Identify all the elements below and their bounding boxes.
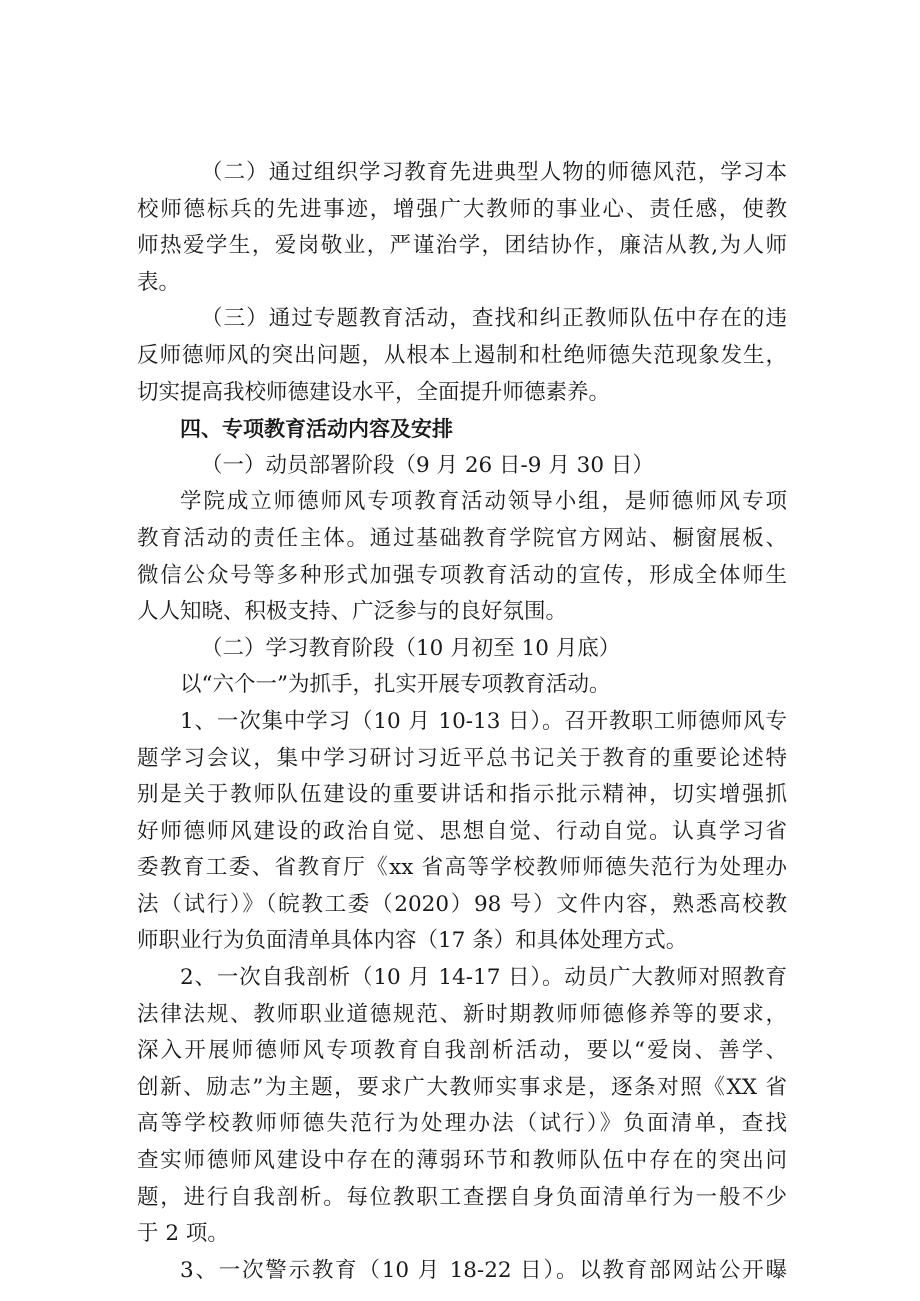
list-item-line: 法律法规、教师职业道德规范、新时期教师师德修养等的要求，: [137, 1001, 787, 1027]
list-item-line: 查实师德师风建设中存在的薄弱环节和教师队伍中存在的突出问: [137, 1148, 787, 1174]
body-line: 人人知晓、积极支持、广泛参与的良好氛围。: [137, 599, 568, 625]
list-item-line: 题，进行自我剖析。每位教职工查摆自身负面清单行为一般不少: [137, 1184, 787, 1210]
list-item-line: 于 2 项。: [137, 1221, 229, 1247]
section-heading: 四、专项教育活动内容及安排: [180, 417, 453, 442]
list-item-line: 2、一次自我剖析（10 月 14-17 日）。动员广大教师对照教育: [180, 965, 787, 991]
list-item-line: 题学习会议，集中学习研讨习近平总书记关于教育的重要论述特: [137, 745, 787, 771]
body-line: 切实提高我校师德建设水平，全面提升师德素养。: [137, 379, 611, 405]
list-item-line: 好师德师风建设的政治自觉、思想自觉、行动自觉。认真学习省: [137, 818, 787, 844]
body-line: （二）通过组织学习教育先进典型人物的师德风范，学习本: [201, 160, 787, 185]
body-line: 微信公众号等多种形式加强专项教育活动的宣传，形成全体师生: [137, 562, 787, 588]
list-item-line: 深入开展师德师风专项教育自我剖析活动，要以“爱岗、善学、: [137, 1038, 787, 1064]
body-line: 以“六个一”为抓手，扎实开展专项教育活动。: [180, 672, 611, 698]
list-item-line: 创新、励志”为主题，要求广大教师实事求是，逐条对照《XX 省: [137, 1074, 787, 1100]
list-item-line: 1、一次集中学习（10 月 10-13 日）。召开教职工师德师风专: [180, 708, 787, 734]
list-item-line: 3、一次警示教育（10 月 18-22 日）。以教育部网站公开曝: [180, 1257, 787, 1283]
body-line: （三）通过专题教育活动，查找和纠正教师队伍中存在的违: [201, 306, 787, 332]
body-line: 师热爱学生，爱岗敬业，严谨治学，团结协作，廉洁从教,为人师: [137, 233, 787, 259]
list-item-line: 委教育工委、省教育厅《xx 省高等学校教师师德失范行为处理办: [137, 855, 787, 881]
body-line: 校师德标兵的先进事迹，增强广大教师的事业心、责任感，使教: [137, 196, 787, 222]
body-line: 反师德师风的突出问题，从根本上遏制和杜绝师德失范现象发生，: [137, 342, 787, 368]
body-line: 表。: [137, 269, 181, 295]
subsection-heading: （一）动员部署阶段（9 月 26 日-9 月 30 日）: [201, 452, 654, 478]
subsection-heading: （二）学习教育阶段（10 月初至 10 月底）: [201, 635, 621, 661]
body-line: 学院成立师德师风专项教育活动领导小组，是师德师风专项: [180, 489, 787, 515]
list-item-line: 师职业行为负面清单具体内容（17 条）和具体处理方式。: [137, 928, 688, 954]
list-item-line: 别是关于教师队伍建设的重要讲话和指示批示精神，切实增强抓: [137, 782, 787, 808]
document-body: [137, 155, 787, 1289]
list-item-line: 高等学校教师师德失范行为处理办法（试行）》负面清单，查找: [137, 1111, 787, 1137]
list-item-line: 法（试行）》（皖教工委（2020）98 号）文件内容，熟悉高校教: [137, 891, 787, 917]
body-line: 教育活动的责任主体。通过基础教育学院官方网站、橱窗展板、: [137, 525, 787, 551]
